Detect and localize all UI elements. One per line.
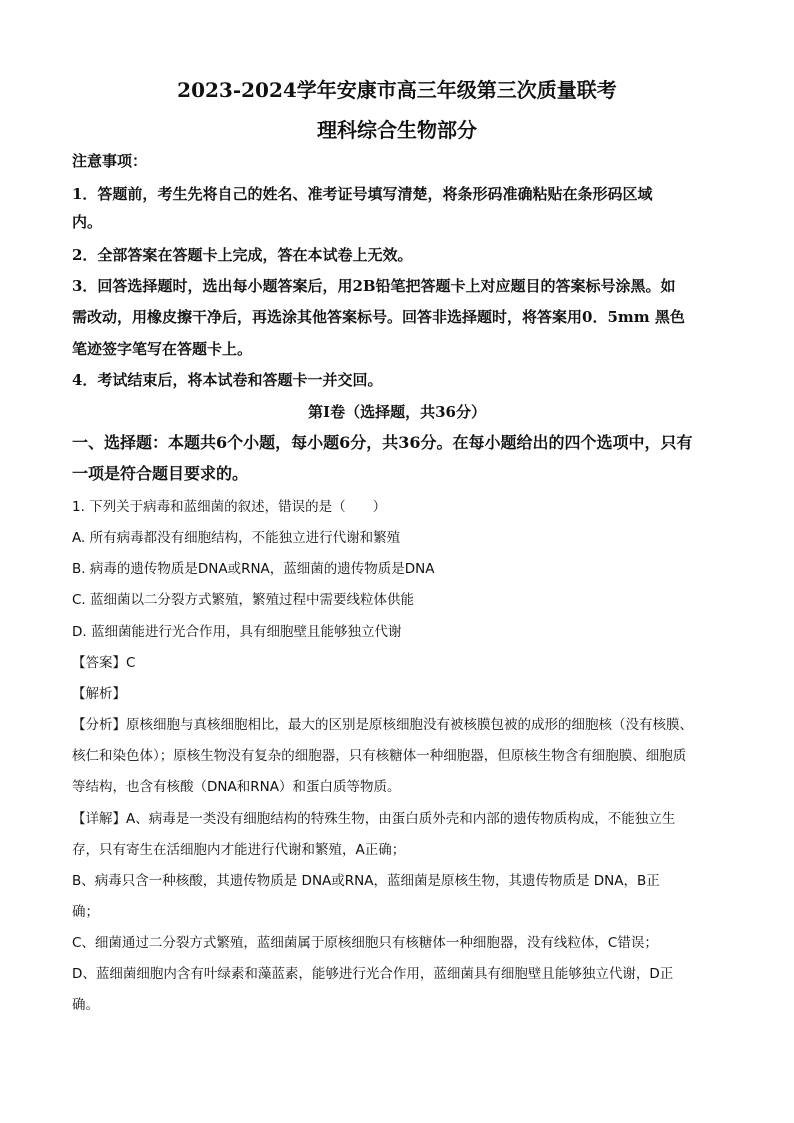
section-instruction: 一项是符合题目要求的。 [72, 464, 249, 483]
notice-line: 笔迹签字笔写在答题卡上。 [72, 340, 253, 358]
question-option-d: D. 蓝细菌能进行光合作用，具有细胞壁且能够独立代谢 [72, 624, 402, 640]
exam-subtitle: 理科综合生物部分 [317, 118, 477, 142]
detail-line: 【详解】A、病毒是一类没有细胞结构的特殊生物，由蛋白质外壳和内部的遗传物质构成，不能独立生 [72, 811, 676, 827]
notice-line: 需改动，用橡皮擦干净后，再选涂其他答案标号。回答非选择题时，将答案用0．5mm 黑色 [72, 308, 685, 326]
question-option-b: B. 病毒的遗传物质是DNA或RNA，蓝细菌的遗传物质是DNA [72, 561, 435, 577]
detail-line: 确； [72, 904, 99, 920]
analysis-heading: 【解析】 [72, 686, 126, 702]
notice-line: 4．考试结束后，将本试卷和答题卡一并交回。 [72, 371, 383, 389]
answer-label: 【答案】C [72, 655, 136, 671]
detail-line: B、病毒只含一种核酸，其遗传物质是 DNA或RNA，蓝细菌是原核生物，其遗传物质是 DNA，B正 [72, 873, 660, 889]
question-option-a: A. 所有病毒都没有细胞结构，不能独立进行代谢和繁殖 [72, 530, 401, 546]
question-stem: 1. 下列关于病毒和蓝细菌的叙述，错误的是（ ） [72, 499, 387, 515]
detail-line: 确。 [72, 997, 99, 1013]
analysis-line: 【分析】原核细胞与真核细胞相比，最大的区别是原核细胞没有被核膜包被的成形的细胞核（没有核膜、 [72, 717, 693, 733]
detail-line: D、蓝细菌细胞内含有叶绿素和藻蓝素，能够进行光合作用，蓝细菌具有细胞壁且能够独立代谢，D正 [72, 966, 674, 982]
section-instruction: 一、选择题：本题共6个小题，每小题6分，共36分。在每小题给出的四个选项中，只有 [72, 433, 693, 452]
analysis-line: 等结构，也含有核酸（DNA和RNA）和蛋白质等物质。 [72, 779, 401, 795]
detail-line: 存，只有寄生在活细胞内才能进行代谢和繁殖，A正确； [72, 842, 406, 858]
section-title: 第Ⅰ卷（选择题，共36分） [308, 403, 486, 421]
analysis-line: 核仁和染色体）；原核生物没有复杂的细胞器，只有核糖体一种细胞器，但原核生物含有细胞膜、细胞质 [72, 748, 687, 764]
notice-line: 2．全部答案在答题卡上完成，答在本试卷上无效。 [72, 246, 413, 264]
notice-heading: 注意事项： [72, 152, 148, 170]
notice-line: 1．答题前，考生先将自己的姓名、准考证号填写清楚，将条形码准确粘贴在条形码区域 [72, 185, 653, 203]
notice-line: 3．回答选择题时，选出每小题答案后，用2B铅笔把答题卡上对应题目的答案标号涂黑。如 [72, 277, 676, 295]
notice-line: 内。 [72, 213, 103, 231]
detail-line: C、细菌通过二分裂方式繁殖，蓝细菌属于原核细胞只有核糖体一种细胞器，没有线粒体，C错误； [72, 935, 658, 951]
exam-title: 2023-2024学年安康市高三年级第三次质量联考 [177, 78, 617, 102]
question-option-c: C. 蓝细菌以二分裂方式繁殖，繁殖过程中需要线粒体供能 [72, 592, 415, 608]
